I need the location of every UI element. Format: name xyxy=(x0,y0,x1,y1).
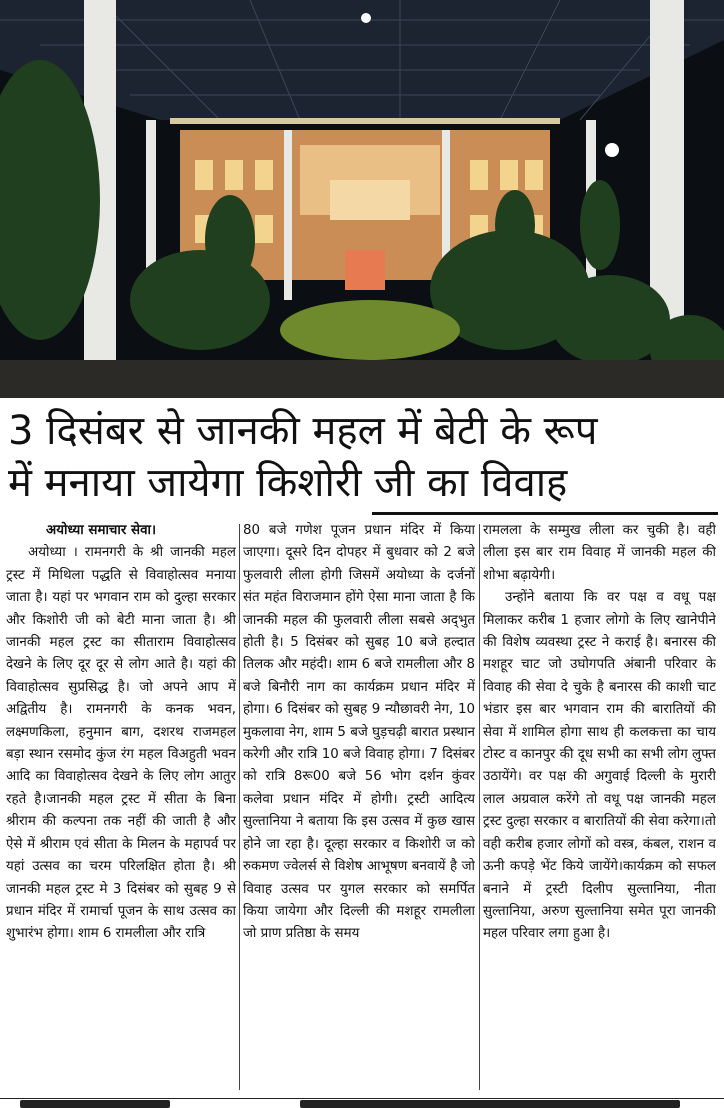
palace-doorway xyxy=(345,250,385,290)
byline: अयोध्या समाचार सेवा। xyxy=(46,523,157,538)
cropped-text-fragment xyxy=(300,1100,680,1108)
headline-line-1: 3 दिसंबर से जानकी महल में बेटी के रूप xyxy=(8,408,598,454)
headline-underline xyxy=(372,512,718,515)
article-column-2 xyxy=(243,520,475,1094)
canopy-edge-light xyxy=(170,118,560,124)
next-article-strip xyxy=(0,1094,724,1108)
column-divider xyxy=(239,524,240,1090)
headline-line-2: में मनाया जायेगा किशोरी जी का विवाह xyxy=(8,460,568,506)
bottom-rule xyxy=(0,1098,724,1099)
column-3-text-b: उन्होंने बताया कि वर पक्ष व वधू पक्ष मिलाकर करीब 1 हजार लोगो के लिए खानेपीने की विशेष व्यवस्था ट्रस्ट ने कराई है। बनारस की मशहूर चाट जो उघोगपति अंबानी परिवार के विवाह की सेवा दे चुके है बनारस की काशी चाट भंडार इस बार भगवान राम की बारातियों की सेवा में शामिल होगा साथ ही कलकत्ता का चाय टोस्ट व कानपुर की दूध सभी का सभी लोग लुफ्त उठायेंगे। वर पक्ष की अगुवाई दिल्ली के मुरारी लाल अग्रवाल करेंगे तो वधू पक्ष जानकी महल ट्रस्ट दुल्हा सरकार व बारातियों की सेवा करेगा।तो वही करीब हजार लोगों को वस्त्र, कंबल, राशन व ऊनी कपड़े भेंट किये जायेंगे।कार्यक्रम को सफल बनाने में ट्रस्टी दिलीप सुल्तानिया, नीता सुल्तानिया, अरुण सुल्तानिया समेत पूरा जानकी महल परिवार लगा हुआ है। xyxy=(483,590,716,942)
article-column-1 xyxy=(6,520,236,1094)
lamp-light xyxy=(605,143,619,157)
column-1-text: अयोध्या । रामनगरी के श्री जानकी महल ट्रस्ट में मिथिला पद्धति से विवाहोत्सव मनाया जाता है। यहां पर भगवान राम को दुल्हा सरकार और किशोरी जी को बेटी माना जाता है। श्री जानकी महल ट्रस्ट का सीताराम विवाहोत्सव देखने के लिए दूर दूर से लोग आते है। यहां की विवाहोत्सव सुप्रसिद्ध है। जो अपने आप में अद्वितीय है। रामनगरी के कनक भवन, लक्ष्मणकिला, हनुमान बाग, दशरथ राजमहल बड़ा स्थान रसमोद कुंज रंग महल विअहुती भवन आदि का विवाहोत्सव देखने के लिए लोग आतुर रहते है।जानकी महल ट्रस्ट में सीता के बिना श्रीराम की कल्पना तक नहीं की जाती है और ऐसे में श्रीराम एवं सीता के मिलन के महापर्व पर यहां उत्सव का चरम परिलक्षित होता है। श्री जानकी महल ट्रस्ट मे 3 दिसंबर को सुबह 9 से प्रधान मंदिर में रामार्चा पूजन के साथ उत्सव का शुभारंभ होगा। शाम 6 रामलीला और रात्रि xyxy=(6,545,236,942)
ceiling-light xyxy=(361,13,371,23)
headline-block xyxy=(0,398,724,520)
palace-balcony xyxy=(330,180,410,220)
article-column-3 xyxy=(483,520,716,1094)
column-divider xyxy=(479,524,480,1090)
garden-lawn xyxy=(280,300,460,360)
column-2-text: 80 बजे गणेश पूजन प्रधान मंदिर में किया जाएगा। दूसरे दिन दोपहर में बुधवार को 2 बजे फुलवारी लीला होगी जिसमें अयोध्या के दर्जनों संत महंत विराजमान होंगे ऐसा माना जाता है कि जानकी महल की फुलवारी लीला सबसे अद्‌भुत होती है। 5 दिसंबर को सुबह 10 बजे हल्दात तिलक और महंदी। शाम 6 बजे रामलीला और 8 बजे बिनौरी नाग का कार्यक्रम प्रधान मंदिर में होगा। 6 दिसंबर को सुबह 9 न्यौछावरी नेग, 10 मुकलावा नेग, शाम 5 बजे घुड़चढ़ी बारात प्रस्थान करेगी और रात्रि 10 बजे विवाह होगा। 7 दिसंबर को रात्रि 8रू00 बजे 56 भोग दर्शन कुंवर कलेवा प्रधान मंदिर में होगी। ट्रस्टी आदित्य सुल्तानिया ने बताया कि इस उत्सव में कुछ खास होने जा रहा है। दूल्हा सरकार व किशोरी ज को रुकमण ज्वेलर्स से विशेष आभूषण बनवायें है जो विवाह उत्सव पर युगल सरकार को समर्पित किया जायेगा और दिल्ली की मशहूर रामलीला जो प्राण प्रतिष्ठा के समय xyxy=(243,523,475,942)
ground-wall xyxy=(0,360,724,398)
column-3-text-a: रामलला के सम्मुख लीला कर चुकी है। वही लीला इस बार राम विवाह में जानकी महल की शोभा बढ़ायेगी। xyxy=(483,523,716,583)
cropped-text-fragment xyxy=(20,1100,170,1108)
temple-night-photo xyxy=(0,0,724,398)
